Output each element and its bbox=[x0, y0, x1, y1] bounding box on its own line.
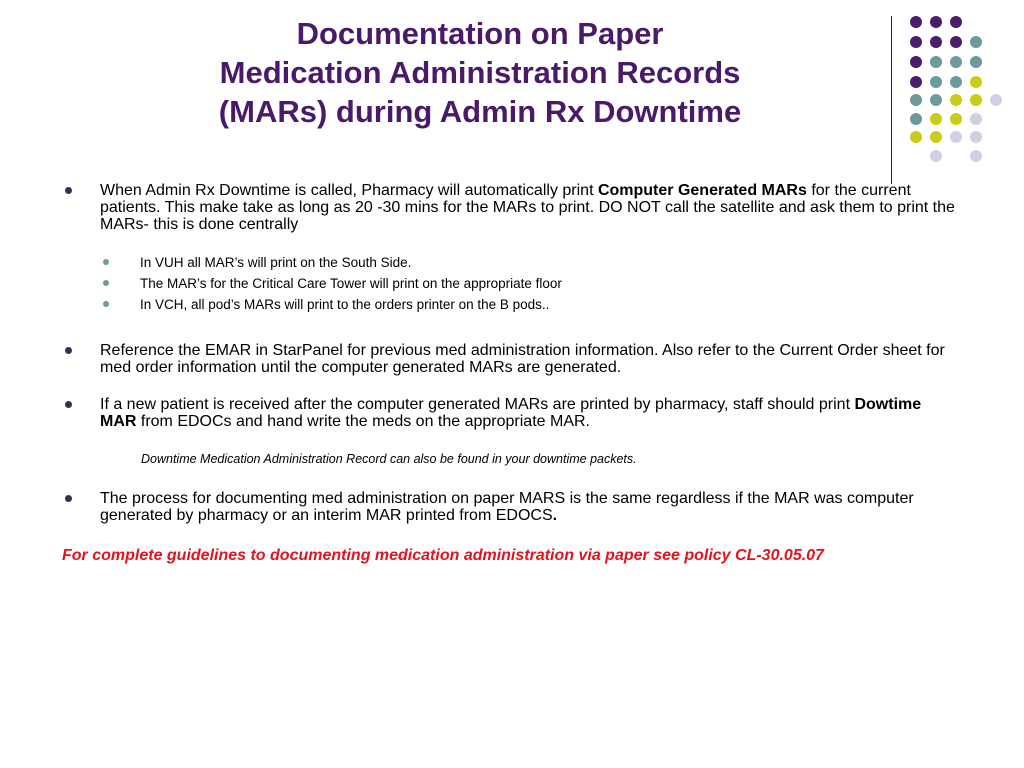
bullet-new-patient bbox=[62, 396, 962, 430]
slide-content bbox=[62, 182, 962, 564]
sub-bullet-vuh bbox=[62, 255, 962, 270]
title-line-3: (MARs) during Admin Rx Downtime bbox=[218, 94, 742, 129]
decorative-dot bbox=[970, 131, 982, 143]
sub-bullet-text: The MAR’s for the Critical Care Tower will print on the appropriate floor bbox=[140, 276, 562, 291]
decorative-dot bbox=[930, 16, 942, 28]
bullet-text-cont: from EDOCs and hand write the meds on the appropriate MAR. bbox=[136, 413, 590, 430]
decorative-dot bbox=[970, 150, 982, 162]
bullet-text-cont: for the current patients. This make take as long as 20 -30 mins for the MARs to print. DO NOT call the satellite and ask them to print the MARs- this is done centrally bbox=[100, 182, 955, 233]
decorative-dot bbox=[930, 36, 942, 48]
sub-bullet-vch bbox=[62, 297, 962, 312]
decorative-dot bbox=[930, 56, 942, 68]
bullet-computer-generated-mars bbox=[62, 182, 962, 233]
decorative-dot bbox=[910, 16, 922, 28]
bullet-dot-icon bbox=[65, 187, 72, 194]
title-line-1: Documentation on Paper bbox=[296, 16, 664, 51]
vertical-divider bbox=[891, 16, 892, 184]
title-line-2: Medication Administration Records bbox=[219, 55, 741, 90]
sub-bullet-list bbox=[62, 255, 962, 312]
sub-bullet-dot-icon bbox=[103, 301, 109, 307]
decorative-dot bbox=[910, 36, 922, 48]
decorative-dot bbox=[970, 76, 982, 88]
decorative-dot bbox=[930, 94, 942, 106]
bullet-dot-icon bbox=[65, 495, 72, 502]
sub-bullet-critical-care bbox=[62, 276, 962, 291]
bullet-bold-period: . bbox=[552, 507, 558, 524]
decorative-dot bbox=[950, 94, 962, 106]
decorative-dot bbox=[930, 113, 942, 125]
decorative-dot bbox=[910, 131, 922, 143]
decorative-dot bbox=[990, 94, 1002, 106]
decorative-dot bbox=[930, 76, 942, 88]
decorative-dot bbox=[950, 56, 962, 68]
decorative-dot bbox=[970, 94, 982, 106]
decorative-dot bbox=[950, 131, 962, 143]
bullet-text: When Admin Rx Downtime is called, Pharmacy will automatically print bbox=[100, 182, 598, 199]
decorative-dot bbox=[950, 113, 962, 125]
decorative-dot bbox=[950, 76, 962, 88]
bullet-text: If a new patient is received after the computer generated MARs are printed by pharmacy, staff should print bbox=[100, 396, 855, 413]
decorative-dot bbox=[930, 150, 942, 162]
sub-bullet-text: In VCH, all pod’s MARs will print to the orders printer on the B pods.. bbox=[140, 297, 550, 312]
bullet-reference-emar bbox=[62, 342, 962, 376]
decorative-dot bbox=[910, 94, 922, 106]
decorative-dot bbox=[910, 56, 922, 68]
decorative-dot bbox=[970, 36, 982, 48]
decorative-dot bbox=[970, 113, 982, 125]
downtime-packet-note: Downtime Medication Administration Record can also be found in your downtime packets. bbox=[141, 452, 637, 466]
bullet-bold-text: Dowtime MAR bbox=[100, 396, 922, 430]
bullet-dot-icon bbox=[65, 347, 72, 354]
sub-bullet-dot-icon bbox=[103, 259, 109, 265]
bullet-text: Reference the EMAR in StarPanel for previous med administration information. Also refer to the Current Order sheet for med order information until the computer generated MARs are generated. bbox=[100, 342, 945, 376]
decorative-dot bbox=[950, 16, 962, 28]
decorative-dot bbox=[970, 56, 982, 68]
decorative-dot bbox=[930, 131, 942, 143]
decorative-dot bbox=[910, 76, 922, 88]
bullet-dot-icon bbox=[65, 401, 72, 408]
bullet-process bbox=[62, 490, 962, 524]
bullet-bold-text: Computer Generated MARs bbox=[597, 182, 807, 199]
decorative-dot bbox=[950, 36, 962, 48]
sub-bullet-text: In VUH all MAR’s will print on the South Side. bbox=[140, 255, 412, 270]
bullet-text: The process for documenting med administration on paper MARS is the same regardless if the MAR was computer generated by pharmacy or an interim MAR printed from EDOCS bbox=[100, 490, 914, 524]
slide-title bbox=[120, 14, 840, 131]
sub-bullet-dot-icon bbox=[103, 280, 109, 286]
policy-reference: For complete guidelines to documenting medication administration via paper see policy CL-30.05.07 bbox=[62, 547, 824, 564]
decorative-dot bbox=[910, 113, 922, 125]
